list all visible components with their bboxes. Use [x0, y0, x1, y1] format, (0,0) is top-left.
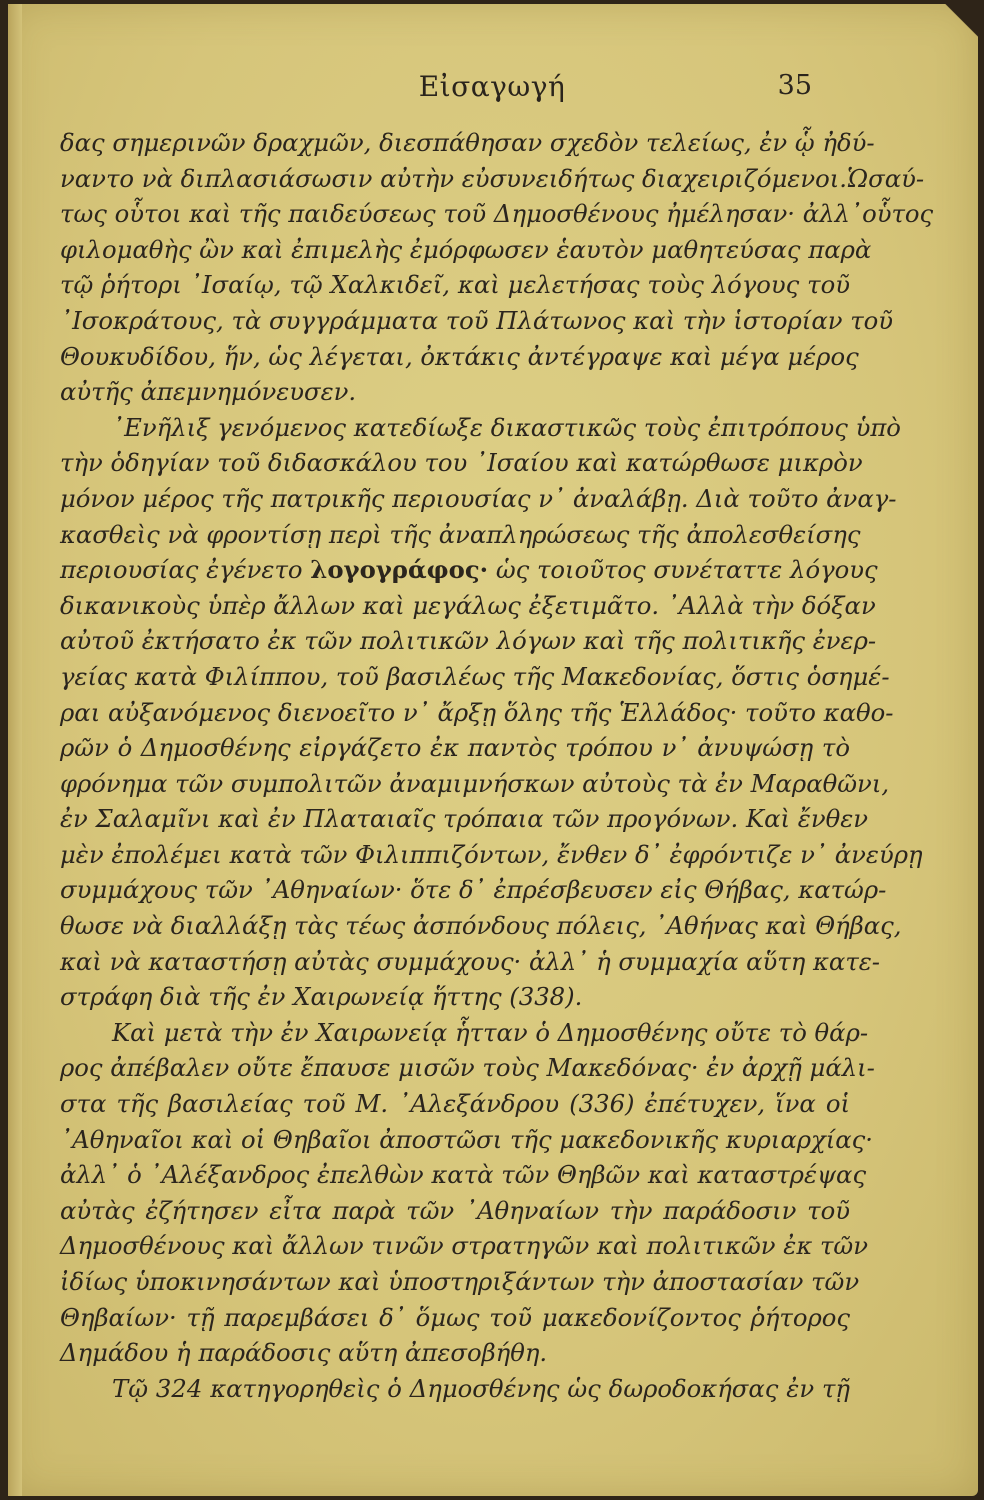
text-line: αὐτῆς ἀπεμνημόνευσεν.	[60, 377, 357, 407]
text-line: δικανικοὺς ὑπὲρ ἄλλων καὶ μεγάλως ἐξετιμᾶτο. ᾿Αλλὰ τὴν δόξαν	[60, 590, 876, 620]
text-line: ᾿Ενῆλιξ γενόμενος κατεδίωξε δικαστικῶς τοὺς ἐπιτρόπους ὑπὸ	[112, 412, 901, 442]
text-line: αὐτὰς ἐζήτησεν εἶτα παρὰ τῶν ᾿Αθηναίων τὴν παράδοσιν τοῦ	[60, 1195, 850, 1225]
bold-term: λογογράφος·	[310, 555, 489, 585]
text-line: ἐν Σαλαμῖνι καὶ ἐν Πλαταιαῖς τρόπαια τῶν προγόνων. Καὶ ἔνθεν	[60, 804, 869, 834]
header-title: Εἰσαγωγή	[418, 70, 566, 103]
text-line: γείας κατὰ Φιλίππου, τοῦ βασιλέως τῆς Μακεδονίας, ὅστις ὁσημέ-	[60, 661, 890, 691]
text-line: Τῷ 324 κατηγορηθεὶς ὁ Δημοσθένης ὡς δωροδοκήσας ἐν τῇ	[112, 1373, 850, 1403]
page-number: 35	[777, 70, 812, 101]
text-line: αὐτοῦ ἐκτήσατο ἐκ τῶν πολιτικῶν λόγων καὶ τῆς πολιτικῆς ἐνερ-	[60, 626, 877, 656]
text-line: φιλομαθὴς ὢν καὶ ἐπιμελὴς ἐμόρφωσεν ἑαυτὸν μαθητεύσας παρὰ	[60, 234, 872, 264]
text-line: τῷ ῥήτορι ᾿Ισαίῳ, τῷ Χαλκιδεῖ, καὶ μελετήσας τοὺς λόγους τοῦ	[60, 270, 850, 300]
text-line: δας σημερινῶν δραχμῶν, διεσπάθησαν σχεδὸν τελείως, ἐν ᾧ ἠδύ-	[60, 128, 875, 157]
text-line: φρόνημα τῶν συμπολιτῶν ἀναμιμνήσκων αὐτοὺς τὰ ἐν Μαραθῶνι,	[60, 768, 890, 798]
text-line: ἰδίως ὑποκινησάντων καὶ ὑποστηριξάντων τὴν ἀποστασίαν τῶν	[60, 1267, 860, 1296]
text-line-with-bold	[60, 552, 878, 588]
text-line: μὲν ἐπολέμει κατὰ τῶν Φιλιππιζόντων, ἔνθεν δ᾽ ἐφρόντιζε ν᾽ ἀνεύρῃ	[60, 839, 923, 869]
body-text	[60, 125, 934, 1406]
text-line: ρῶν ὁ Δημοσθένης εἰργάζετο ἐκ παντὸς τρόπου ν᾽ ἀνυψώσῃ τὸ	[60, 733, 850, 763]
text-fragment: περιουσίας ἐγένετο	[60, 555, 303, 585]
text-line: συμμάχους τῶν ᾿Αθηναίων· ὅτε δ᾽ ἐπρέσβευσεν εἰς Θήβας, κατώρ-	[60, 875, 887, 905]
text-line: στράφη διὰ τῆς ἐν Χαιρωνείᾳ ἥττης (338).	[60, 982, 583, 1012]
text-line: Δημοσθένους καὶ ἄλλων τινῶν στρατηγῶν καὶ πολιτικῶν ἐκ τῶν	[60, 1231, 869, 1261]
page-spine-edge	[8, 4, 22, 1496]
text-line: τὴν ὁδηγίαν τοῦ διδασκάλου του ᾿Ισαίου καὶ κατώρθωσε μικρὸν	[60, 448, 863, 478]
text-line: θωσε νὰ διαλλάξῃ τὰς τέως ἀσπόνδους πόλεις, ᾿Αθήνας καὶ Θήβας,	[60, 911, 902, 941]
text-line: ναντο νὰ διπλασιάσωσιν αὐτὴν εὐσυνειδήτως διαχειριζόμενοι.Ὡσαύ-	[60, 163, 925, 193]
text-line: Καὶ μετὰ τὴν ἐν Χαιρωνείᾳ ἧτταν ὁ Δημοσθένης οὔτε τὸ θάρ-	[112, 1017, 869, 1047]
text-line: Θουκυδίδου, ἥν, ὡς λέγεται, ὀκτάκις ἀντέγραψε καὶ μέγα μέρος	[60, 341, 859, 371]
page-corner-fold	[924, 0, 984, 60]
text-line: καὶ νὰ καταστήσῃ αὐτὰς συμμάχους· ἀλλ᾽ ἡ συμμαχία αὕτη κατε-	[60, 946, 881, 976]
text-line: ᾿Ισοκράτους, τὰ συγγράμματα τοῦ Πλάτωνος καὶ τὴν ἱστορίαν τοῦ	[60, 305, 894, 335]
text-line: ἀλλ᾽ ὁ ᾿Αλέξανδρος ἐπελθὼν κατὰ τῶν Θηβῶν καὶ καταστρέψας	[60, 1160, 867, 1190]
text-line: Θηβαίων· τῇ παρεμβάσει δ᾽ ὅμως τοῦ μακεδονίζοντος ῥήτορος	[60, 1302, 850, 1332]
text-line: ᾿Αθηναῖοι καὶ οἱ Θηβαῖοι ἀποστῶσι τῆς μακεδονικῆς κυριαρχίας·	[60, 1124, 874, 1154]
text-line: στα τῆς βασιλείας τοῦ Μ. ᾿Αλεξάνδρου (336) ἐπέτυχεν, ἵνα οἱ	[60, 1089, 850, 1119]
text-line: κασθεὶς νὰ φροντίσῃ περὶ τῆς ἀναπληρώσεως τῆς ἀπολεσθείσης	[60, 519, 861, 549]
text-line: Δημάδου ἡ παράδοσις αὕτη ἀπεσοβήθη.	[60, 1338, 548, 1368]
text-line: ρος ἀπέβαλεν οὔτε ἔπαυσε μισῶν τοὺς Μακεδόνας· ἐν ἀρχῇ μάλι-	[60, 1053, 875, 1083]
text-line: τως οὗτοι καὶ τῆς παιδεύσεως τοῦ Δημοσθένους ἠμέλησαν· ἀλλ᾽οὗτος	[60, 199, 934, 229]
running-header	[0, 64, 984, 114]
text-fragment: ὡς τοιοῦτος συνέταττε λόγους	[495, 555, 878, 585]
text-line: μόνον μέρος τῆς πατρικῆς περιουσίας ν᾽ ἀναλάβῃ. Διὰ τοῦτο ἀναγ-	[60, 483, 897, 513]
text-line: ραι αὐξανόμενος διενοεῖτο ν᾽ ἄρξῃ ὅλης τῆς Ἑλλάδος· τοῦτο καθο-	[60, 697, 894, 727]
